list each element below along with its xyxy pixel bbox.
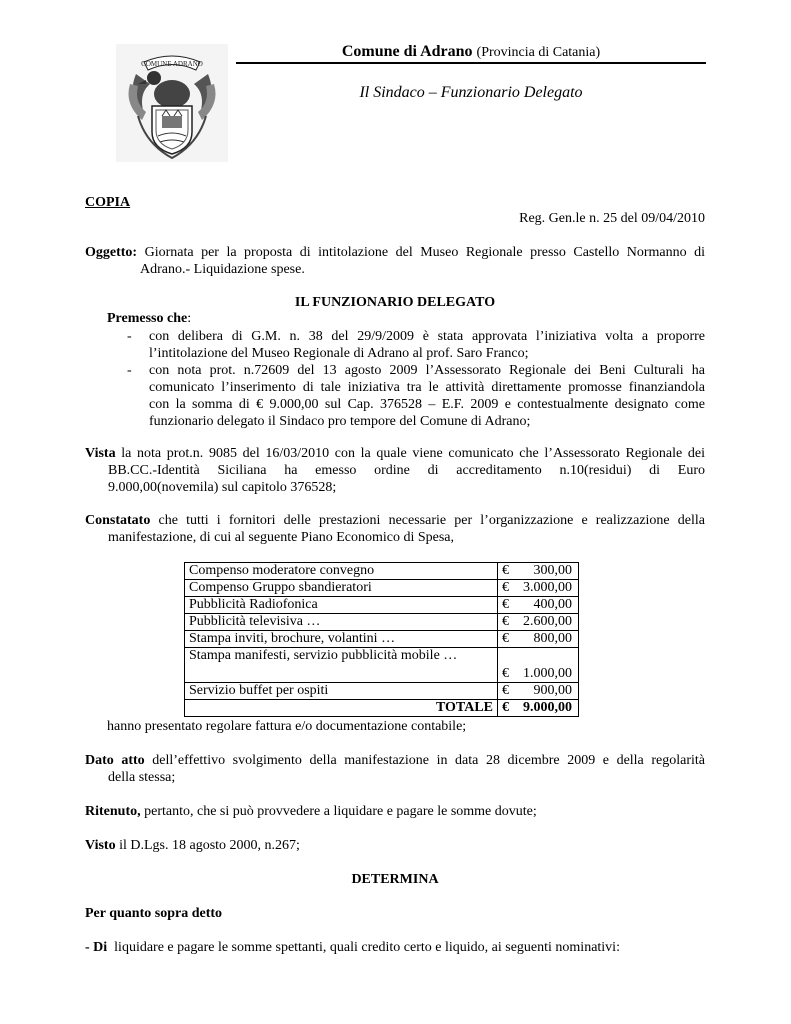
vista-line-1: la nota prot.n. 9085 del 16/03/2010 con la quale viene comunicato che l’Assessorato Regionale dei (115, 446, 705, 461)
currency-symbol: € (502, 631, 509, 646)
currency-symbol: € (502, 563, 509, 578)
cost-desc: Servizio buffet per ospiti (185, 683, 498, 700)
cost-amount-cell (498, 597, 579, 614)
cost-amount: 3.000,00 (523, 580, 572, 595)
bullet-dash: - (127, 329, 132, 344)
constatato-line-2: manifestazione, di cui al seguente Piano Economico di Spesa, (108, 530, 455, 545)
cost-amount-cell (498, 614, 579, 631)
cost-desc: Pubblicità televisiva … (185, 614, 498, 631)
oggetto-block (85, 244, 705, 278)
hanno-line: hanno presentato regolare fattura e/o documentazione contabile; (107, 719, 467, 734)
currency-symbol: € (502, 614, 509, 629)
table-row (185, 563, 579, 580)
ritenuto-text: pertanto, che si può provvedere a liquidare e pagare le somme dovute; (140, 804, 537, 819)
oggetto-label: Oggetto: (85, 245, 138, 260)
cost-amount: 800,00 (533, 631, 572, 646)
visto-paragraph (85, 837, 705, 854)
table-row (185, 597, 579, 614)
determina-heading: DETERMINA (351, 872, 439, 887)
oggetto-text-2: Adrano.- Liquidazione spese. (140, 262, 305, 277)
bullet-2-line-1: con nota prot. n.72609 del 13 agosto 2009 l’Assessorato Regionale dei Beni Culturali ha (149, 363, 705, 378)
funzionario-title: IL FUNZIONARIO DELEGATO (294, 295, 496, 310)
comune-name: Comune di Adrano (341, 43, 473, 60)
table-row (185, 648, 579, 683)
dato-label: Dato atto (85, 753, 145, 768)
table-row (185, 683, 579, 700)
currency-symbol: € (502, 666, 509, 681)
dato-line-2: della stessa; (108, 770, 176, 785)
copia-label: COPIA (85, 195, 131, 210)
bullet-2-line-3: con la somma di € 9.000,00 sul Cap. 376528 – E.F. 2009 e contestualmente designato come (149, 397, 705, 412)
cost-amount-cell (498, 648, 579, 683)
cost-desc: Compenso Gruppo sbandieratori (185, 580, 498, 597)
premesso-label: Premesso che (107, 311, 188, 326)
cost-desc: Pubblicità Radiofonica (185, 597, 498, 614)
currency-symbol: € (502, 597, 509, 612)
cost-amount: 2.600,00 (523, 614, 572, 629)
dato-line-1: dell’effettivo svolgimento della manifestazione in data 28 dicembre 2009 e della regolarità (144, 753, 705, 768)
total-label: TOTALE (185, 700, 498, 717)
bullet-2-line-4: funzionario delegato il Sindaco pro tempore del Comune di Adrano; (149, 414, 531, 429)
vista-line-2: BB.CC.-Identità Siciliana ha emesso ordine di accreditamento n.10(residui) di Euro (108, 463, 705, 478)
vista-paragraph (85, 445, 705, 496)
provincia-name: (Provincia di Catania) (476, 45, 601, 60)
di-label: - Di (85, 940, 108, 955)
table-row (185, 614, 579, 631)
cost-amount: 900,00 (533, 683, 572, 698)
table-total-row (185, 700, 579, 717)
ritenuto-paragraph (85, 803, 705, 820)
di-text: liquidare e pagare le somme spettanti, quali credito certo e liquido, ai seguenti nominativi: (107, 940, 620, 955)
logo-banner-text: COMUNE ADRANO (141, 60, 203, 68)
constatato-label: Constatato (85, 513, 151, 528)
cost-desc: Compenso moderatore convegno (185, 563, 498, 580)
header-comune-line (236, 43, 706, 61)
cost-amount-cell (498, 631, 579, 648)
bullet-1-line-2: l’intitolazione del Museo Regionale di Adrano al prof. Saro Franco; (149, 346, 529, 361)
cost-amount-cell (498, 563, 579, 580)
cost-amount-cell (498, 683, 579, 700)
piano-economico-table (184, 562, 579, 717)
premesso-bullet-2 (107, 362, 705, 430)
vista-line-3: 9.000,00(novemila) sul capitolo 376528; (108, 480, 337, 495)
table-row (185, 580, 579, 597)
constatato-line-1: che tutti i fornitori delle prestazioni necessarie per l’organizzazione e realizzazione della (150, 513, 705, 528)
vista-label: Vista (85, 446, 116, 461)
oggetto-text-1: Giornata per la proposta di intitolazione del Museo Regionale presso Castello Normanno di (144, 245, 706, 260)
header-rule (236, 62, 706, 64)
constatato-paragraph (85, 512, 705, 546)
ritenuto-label: Ritenuto, (85, 804, 141, 819)
di-paragraph (85, 939, 705, 956)
total-amount-cell (498, 700, 579, 717)
registration-number: Reg. Gen.le n. 25 del 09/04/2010 (519, 211, 705, 226)
cost-amount: 400,00 (533, 597, 572, 612)
premesso-colon: : (187, 311, 192, 326)
cost-amount-cell (498, 580, 579, 597)
per-quanto-heading: Per quanto sopra detto (85, 906, 223, 921)
premesso-bullet-1 (107, 328, 705, 362)
comune-coat-of-arms-logo (116, 44, 228, 162)
visto-text: il D.Lgs. 18 agosto 2000, n.267; (115, 838, 300, 853)
cost-amount: 300,00 (533, 563, 572, 578)
table-row (185, 631, 579, 648)
dato-atto-paragraph (85, 752, 705, 786)
premesso-heading (107, 310, 191, 327)
bullet-2-line-2: comunicato l’inserimento di tale iniziativa tra le attività direttamente promosse finanziandola (149, 380, 705, 395)
currency-symbol: € (502, 700, 509, 715)
total-amount: 9.000,00 (523, 700, 572, 715)
bullet-dash: - (127, 363, 132, 378)
currency-symbol: € (502, 683, 509, 698)
bullet-1-line-1: con delibera di G.M. n. 38 del 29/9/2009 è stata approvata l’iniziativa volta a proporre (149, 329, 705, 344)
oggetto-line-1 (85, 244, 705, 261)
cost-desc: Stampa manifesti, servizio pubblicità mobile … (185, 648, 498, 683)
cost-amount: 1.000,00 (523, 666, 572, 681)
currency-symbol: € (502, 580, 509, 595)
visto-label: Visto (85, 838, 116, 853)
cost-desc: Stampa inviti, brochure, volantini … (185, 631, 498, 648)
sindaco-subtitle: Il Sindaco – Funzionario Delegato (359, 84, 583, 101)
